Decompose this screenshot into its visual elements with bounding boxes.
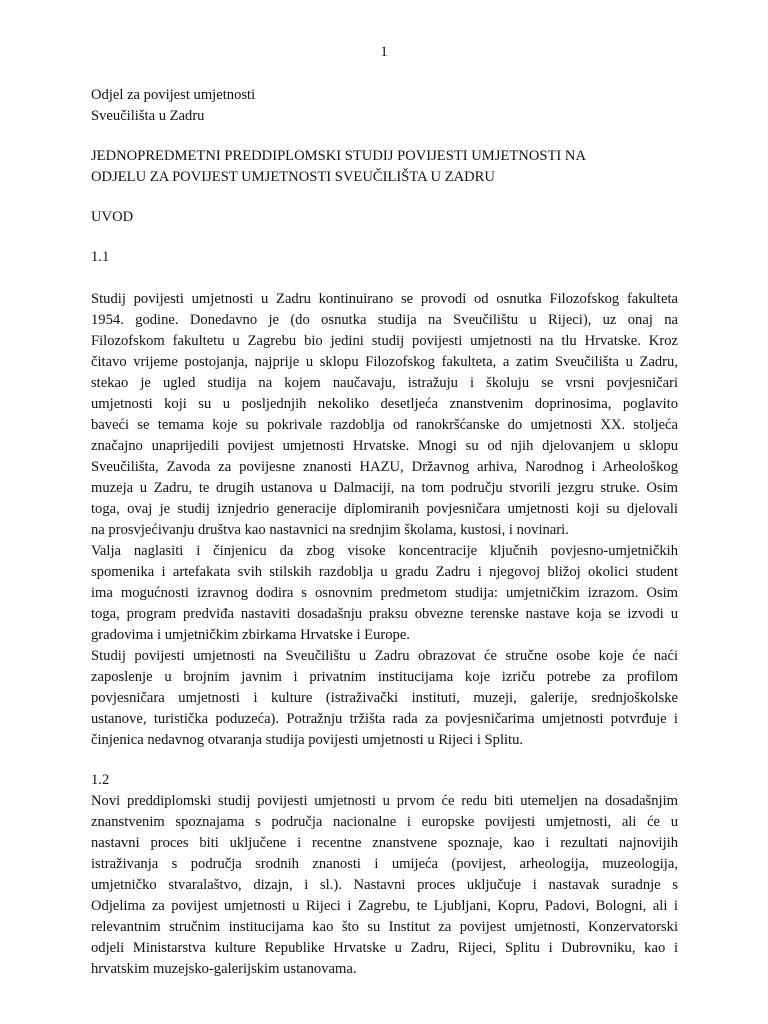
subsection-number-1-2: 1.2 bbox=[91, 772, 110, 788]
paragraph-line: ustanove, turistička poduzeća). Potražnju tržišta rada za povjesničarima umjetnosti potvrđuje i bbox=[91, 711, 678, 727]
subsection-1-2-text bbox=[91, 791, 678, 980]
document-title bbox=[91, 146, 678, 188]
paragraph-line: toga, program predviđa nastaviti dosadašnju praksu obvezne terenske nastave koja se izvodi u bbox=[91, 606, 678, 622]
title-line-2: ODJELU ZA POVIJEST UMJETNOSTI SVEUČILIŠTA U ZADRU bbox=[91, 169, 495, 185]
paragraph-line: hrvatskim muzejsko-galerijskim ustanovama. bbox=[91, 961, 357, 977]
paragraph-line: 1954. godine. Donedavno je (do osnutka studija na Sveučilištu u Rijeci), uz onaj na bbox=[91, 312, 678, 328]
paragraph-line: Studij povijesti umjetnosti na Sveučilištu u Zadru obrazovat će stručne osobe koje će naći bbox=[91, 648, 678, 664]
paragraph-line: na prosvjećivanju društva kao nastavnici na srednjim školama, kustosi, i novinari. bbox=[91, 522, 569, 538]
paragraph-line: znanstvenim spoznajama s područja nacionalne i europske povijesti umjetnosti, ali će u bbox=[91, 814, 678, 830]
paragraph-line: ima mogućnosti izravnog dodira s osnovnim predmetom studija: umjetničkim izrazom. Osim bbox=[91, 585, 678, 601]
paragraph-line: činjenica nedavnog otvaranja studija povijesti umjetnosti u Rijeci i Splitu. bbox=[91, 732, 524, 748]
paragraph-line: baveći se temama koje su pokrivale razdoblja od ranokršćanske do umjetnosti XX. stoljeća bbox=[91, 417, 678, 433]
paragraph-line: nastavni proces biti uključene i recentne znanstvene spoznaje, kao i rezultati najnovijih bbox=[91, 835, 678, 851]
subsection-1-1-text bbox=[91, 289, 678, 751]
paragraph-line: Filozofskom fakultetu u Zagrebu bio jedini studij povijesti umjetnosti na tlu Hrvatske. Kroz bbox=[91, 333, 678, 349]
paragraph-line: spomenika i artefakata svih stilskih razdoblja u gradu Zadru i njegovoj bližoj okolici student bbox=[91, 564, 678, 580]
paragraph-line: stekao je ugled studija na kojem naučavaju, istražuju i školuju se vrsni povjesničari bbox=[91, 375, 678, 391]
paragraph-line: povjesničara umjetnosti i kulture (istraživački instituti, muzeji, galerije, srednjoškolske bbox=[91, 690, 678, 706]
section-heading: UVOD bbox=[91, 209, 134, 225]
paragraph-line: Valja naglasiti i činjenicu da zbog visoke koncentracije ključnih povjesno-umjetničkih bbox=[91, 543, 678, 559]
document-header bbox=[91, 85, 678, 127]
paragraph-line: Odjelima za povijest umjetnosti u Rijeci i Zagrebu, te Ljubljani, Kopru, Padovi, Bologni, ali i bbox=[91, 898, 678, 914]
paragraph-line: zaposlenje u brojnim javnim i privatnim institucijama koje izriču potrebe za profilom bbox=[91, 669, 678, 685]
paragraph-line: odjeli Ministarstva kulture Republike Hrvatske u Zadru, Rijeci, Splitu i Dubrovniku, kao i bbox=[91, 940, 678, 956]
paragraph-line: muzeja u Zadru, te drugih ustanova u Dalmaciji, na tom području stvorili jezgru struke. Osim bbox=[91, 480, 678, 496]
subsection-number-1-1: 1.1 bbox=[91, 249, 110, 265]
university-name: Sveučilišta u Zadru bbox=[91, 108, 205, 124]
paragraph-line: istraživanja s područja srodnih znanosti i umijeća (povijest, arheologija, muzeologija, bbox=[91, 856, 678, 872]
paragraph-line: relevantnim stručnim institucijama kao što su Institut za povijest umjetnosti, Konzervatorski bbox=[91, 919, 678, 935]
department-name: Odjel za povijest umjetnosti bbox=[91, 87, 256, 103]
paragraph-line: umjetničko stvaralaštvo, dizajn, i sl.). Nastavni proces uključuje i nastavak suradnje s bbox=[91, 877, 678, 893]
paragraph-line: Novi preddiplomski studij povijesti umjetnosti u prvom će redu biti utemeljen na dosadašnjim bbox=[91, 793, 678, 809]
paragraph-line: Studij povijesti umjetnosti u Zadru kontinuirano se provodi od osnutka Filozofskog fakulteta bbox=[91, 291, 678, 307]
page-number: 1 bbox=[380, 44, 388, 60]
paragraph-line: čitavo vrijeme postojanja, najprije u sklopu Filozofskog fakulteta, a zatim Sveučilišta u Zadru, bbox=[91, 354, 678, 370]
paragraph-line: gradovima i umjetničkim zbirkama Hrvatske i Europe. bbox=[91, 627, 410, 643]
paragraph-line: toga, ovaj je studij iznjedrio generacije diplomiranih povjesničara umjetnosti koji su djelovali bbox=[91, 501, 678, 517]
paragraph-line: Sveučilišta, Zavoda za povijesne znanosti HAZU, Državnog arhiva, Narodnog i Arheološkog bbox=[91, 459, 678, 475]
paragraph-line: umjetnosti koji su u posljednjih nekoliko desetljeća znanstvenim doprinosima, poglavito bbox=[91, 396, 678, 412]
document-body bbox=[91, 85, 678, 980]
title-line-1: JEDNOPREDMETNI PREDDIPLOMSKI STUDIJ POVIJESTI UMJETNOSTI NA bbox=[91, 148, 586, 164]
paragraph-line: značajno unaprijedili povijest umjetnosti Hrvatske. Mnogi su od njih djelovanjem u sklopu bbox=[91, 438, 678, 454]
